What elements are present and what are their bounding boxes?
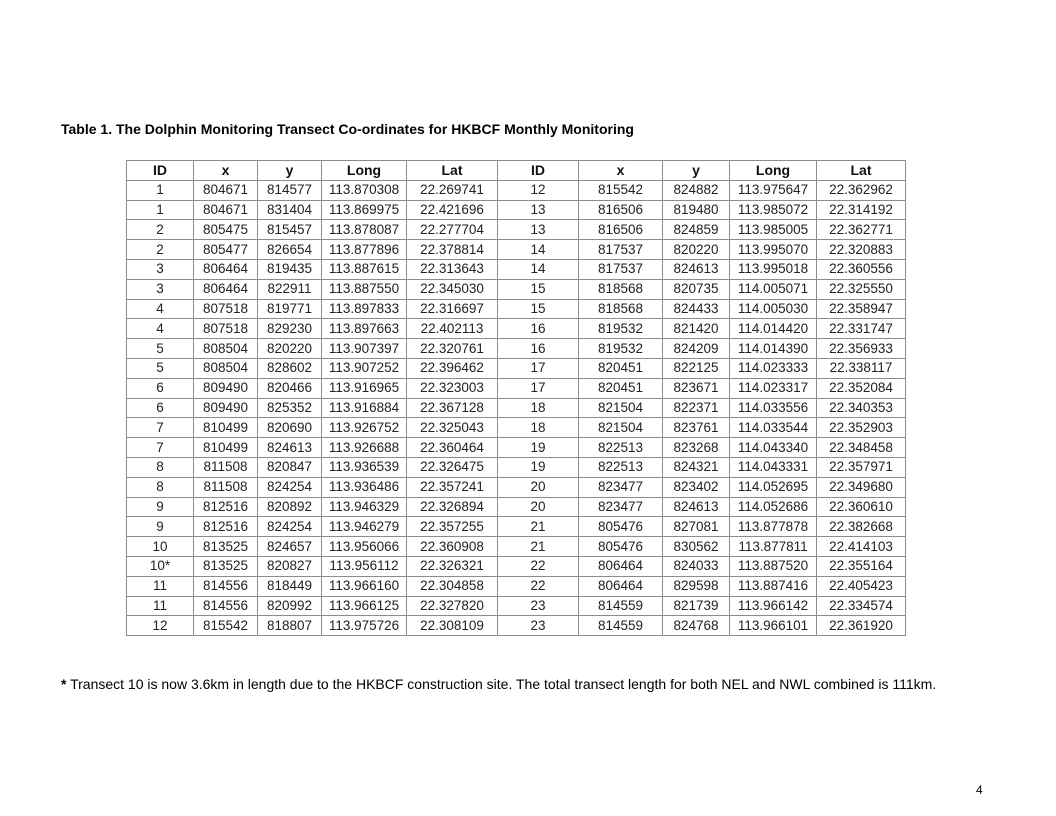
table-cell: 113.887550	[322, 279, 407, 299]
table-cell: 22.355164	[817, 556, 906, 576]
table-cell: 113.887615	[322, 259, 407, 279]
page-number: 4	[976, 783, 983, 797]
table-cell: 824882	[663, 180, 730, 200]
table-cell: 22.352084	[817, 378, 906, 398]
table-cell: 827081	[663, 517, 730, 537]
table-cell: 113.956066	[322, 537, 407, 557]
table-row	[127, 299, 906, 319]
table-cell: 828602	[258, 358, 322, 378]
table-cell: 4	[127, 319, 194, 339]
table-row	[127, 319, 906, 339]
table-cell: 14	[498, 259, 579, 279]
table-cell: 113.897663	[322, 319, 407, 339]
table-cell: 804671	[194, 200, 258, 220]
table-cell: 113.995070	[730, 240, 817, 260]
table-cell: 7	[127, 438, 194, 458]
table-cell: 113.877896	[322, 240, 407, 260]
table-cell: 22.348458	[817, 438, 906, 458]
table-cell: 814556	[194, 576, 258, 596]
table-cell: 807518	[194, 299, 258, 319]
table-cell: 19	[498, 457, 579, 477]
table-cell: 824613	[258, 438, 322, 458]
table-cell: 819771	[258, 299, 322, 319]
table-cell: 19	[498, 438, 579, 458]
table-cell: 22.320883	[817, 240, 906, 260]
table-cell: 113.985072	[730, 200, 817, 220]
table-cell: 15	[498, 279, 579, 299]
table-cell: 820827	[258, 556, 322, 576]
table-cell: 818568	[579, 299, 663, 319]
table-cell: 818807	[258, 616, 322, 636]
table-cell: 22.362771	[817, 220, 906, 240]
table-cell: 114.033544	[730, 418, 817, 438]
table-cell: 818449	[258, 576, 322, 596]
column-header: Long	[730, 161, 817, 181]
table-cell: 808504	[194, 339, 258, 359]
footnote	[61, 676, 936, 692]
table-cell: 6	[127, 398, 194, 418]
table-row	[127, 418, 906, 438]
table-row	[127, 180, 906, 200]
table-cell: 22.352903	[817, 418, 906, 438]
table-cell: 823761	[663, 418, 730, 438]
table-cell: 3	[127, 279, 194, 299]
table-cell: 22.323003	[407, 378, 498, 398]
table-cell: 22	[498, 576, 579, 596]
table-cell: 22.356933	[817, 339, 906, 359]
table-cell: 11	[127, 576, 194, 596]
table-cell: 3	[127, 259, 194, 279]
table-cell: 820220	[663, 240, 730, 260]
table-cell: 824613	[663, 497, 730, 517]
table-cell: 829598	[663, 576, 730, 596]
column-header: Long	[322, 161, 407, 181]
table-cell: 819435	[258, 259, 322, 279]
table-cell: 815542	[579, 180, 663, 200]
table-row	[127, 477, 906, 497]
table-cell: 823402	[663, 477, 730, 497]
table-cell: 820451	[579, 358, 663, 378]
table-cell: 22.325550	[817, 279, 906, 299]
table-cell: 113.926688	[322, 438, 407, 458]
table-cell: 810499	[194, 438, 258, 458]
table-cell: 22.334574	[817, 596, 906, 616]
table-cell: 822125	[663, 358, 730, 378]
table-cell: 113.936539	[322, 457, 407, 477]
table-cell: 805476	[579, 517, 663, 537]
table-cell: 113.870308	[322, 180, 407, 200]
table-cell: 113.926752	[322, 418, 407, 438]
table-cell: 814559	[579, 616, 663, 636]
table-cell: 22.313643	[407, 259, 498, 279]
table-cell: 113.946329	[322, 497, 407, 517]
table-cell: 22.331747	[817, 319, 906, 339]
table-cell: 2	[127, 240, 194, 260]
table-cell: 9	[127, 497, 194, 517]
table-cell: 14	[498, 240, 579, 260]
table-cell: 12	[127, 616, 194, 636]
table-cell: 814556	[194, 596, 258, 616]
column-header: y	[258, 161, 322, 181]
transect-coordinates-table	[126, 160, 906, 636]
table-row	[127, 616, 906, 636]
table-cell: 815457	[258, 220, 322, 240]
table-cell: 113.916965	[322, 378, 407, 398]
table-cell: 113.946279	[322, 517, 407, 537]
table-cell: 817537	[579, 240, 663, 260]
table-cell: 820992	[258, 596, 322, 616]
footnote-marker: *	[61, 676, 67, 692]
table-cell: 22.414103	[817, 537, 906, 557]
table-cell: 812516	[194, 517, 258, 537]
table-cell: 8	[127, 457, 194, 477]
table-cell: 819480	[663, 200, 730, 220]
table-cell: 113.869975	[322, 200, 407, 220]
table-cell: 22.358947	[817, 299, 906, 319]
table-row	[127, 497, 906, 517]
table-cell: 824657	[258, 537, 322, 557]
table-cell: 804671	[194, 180, 258, 200]
table-cell: 113.916884	[322, 398, 407, 418]
table-cell: 818568	[579, 279, 663, 299]
table-row	[127, 398, 906, 418]
table-row	[127, 240, 906, 260]
table-cell: 16	[498, 319, 579, 339]
table-cell: 814577	[258, 180, 322, 200]
table-cell: 22	[498, 556, 579, 576]
table-cell: 22.360464	[407, 438, 498, 458]
table-cell: 22.357241	[407, 477, 498, 497]
table-cell: 821504	[579, 398, 663, 418]
table-cell: 806464	[579, 556, 663, 576]
table-cell: 22.360610	[817, 497, 906, 517]
table-cell: 22.308109	[407, 616, 498, 636]
table-row	[127, 378, 906, 398]
table-row	[127, 438, 906, 458]
table-cell: 13	[498, 200, 579, 220]
table-cell: 22.361920	[817, 616, 906, 636]
table-cell: 9	[127, 517, 194, 537]
table-cell: 824613	[663, 259, 730, 279]
table-cell: 6	[127, 378, 194, 398]
table-cell: 113.907397	[322, 339, 407, 359]
table-cell: 11	[127, 596, 194, 616]
table-cell: 114.014390	[730, 339, 817, 359]
table-cell: 113.966160	[322, 576, 407, 596]
footnote-text: Transect 10 is now 3.6km in length due to the HKBCF construction site. The total transect length for both NEL and NWL combined is 111km.	[66, 676, 937, 692]
table-row	[127, 339, 906, 359]
table-cell: 114.052686	[730, 497, 817, 517]
table-cell: 22.320761	[407, 339, 498, 359]
column-header: Lat	[817, 161, 906, 181]
table-cell: 17	[498, 378, 579, 398]
table-cell: 22.362962	[817, 180, 906, 200]
table-cell: 825352	[258, 398, 322, 418]
table-cell: 16	[498, 339, 579, 359]
table-cell: 15	[498, 299, 579, 319]
table-cell: 22.360908	[407, 537, 498, 557]
table-cell: 22.405423	[817, 576, 906, 596]
table-cell: 823671	[663, 378, 730, 398]
table-cell: 824254	[258, 477, 322, 497]
table-cell: 13	[498, 220, 579, 240]
table-row	[127, 457, 906, 477]
table-cell: 816506	[579, 200, 663, 220]
table-cell: 10	[127, 537, 194, 557]
table-cell: 22.367128	[407, 398, 498, 418]
column-header: y	[663, 161, 730, 181]
table-cell: 820466	[258, 378, 322, 398]
table-cell: 1	[127, 200, 194, 220]
table-cell: 815542	[194, 616, 258, 636]
table-cell: 805477	[194, 240, 258, 260]
table-cell: 821420	[663, 319, 730, 339]
table-cell: 114.043331	[730, 457, 817, 477]
table-cell: 820847	[258, 457, 322, 477]
table-cell: 113.887416	[730, 576, 817, 596]
table-cell: 829230	[258, 319, 322, 339]
table-cell: 22.357971	[817, 457, 906, 477]
table-cell: 22.378814	[407, 240, 498, 260]
table-cell: 806464	[194, 259, 258, 279]
table-cell: 22.382668	[817, 517, 906, 537]
table-cell: 22.314192	[817, 200, 906, 220]
table-cell: 114.023333	[730, 358, 817, 378]
table-cell: 22.357255	[407, 517, 498, 537]
table-cell: 113.877811	[730, 537, 817, 557]
table-cell: 22.327820	[407, 596, 498, 616]
table-body	[127, 180, 906, 635]
table-cell: 824768	[663, 616, 730, 636]
table-cell: 808504	[194, 358, 258, 378]
table-cell: 822371	[663, 398, 730, 418]
table-cell: 820892	[258, 497, 322, 517]
table-cell: 20	[498, 477, 579, 497]
table-cell: 823268	[663, 438, 730, 458]
table-cell: 2	[127, 220, 194, 240]
table-cell: 114.005030	[730, 299, 817, 319]
table-row	[127, 358, 906, 378]
table-cell: 23	[498, 616, 579, 636]
table-row	[127, 200, 906, 220]
table-cell: 807518	[194, 319, 258, 339]
table-cell: 22.326321	[407, 556, 498, 576]
table-cell: 21	[498, 517, 579, 537]
table-cell: 831404	[258, 200, 322, 220]
table-cell: 812516	[194, 497, 258, 517]
column-header: ID	[498, 161, 579, 181]
table-cell: 22.345030	[407, 279, 498, 299]
table-cell: 22.325043	[407, 418, 498, 438]
table-caption: Table 1. The Dolphin Monitoring Transect Co-ordinates for HKBCF Monthly Monitoring	[61, 121, 634, 137]
table-cell: 805475	[194, 220, 258, 240]
table-cell: 113.877878	[730, 517, 817, 537]
table-cell: 822513	[579, 457, 663, 477]
table-cell: 830562	[663, 537, 730, 557]
table-cell: 821739	[663, 596, 730, 616]
table-cell: 824209	[663, 339, 730, 359]
table-row	[127, 279, 906, 299]
table-cell: 22.326894	[407, 497, 498, 517]
table-cell: 114.043340	[730, 438, 817, 458]
table-cell: 811508	[194, 477, 258, 497]
table-cell: 22.421696	[407, 200, 498, 220]
table-row	[127, 220, 906, 240]
table-cell: 113.897833	[322, 299, 407, 319]
table-cell: 824254	[258, 517, 322, 537]
table-cell: 1	[127, 180, 194, 200]
table-cell: 810499	[194, 418, 258, 438]
table-cell: 113.956112	[322, 556, 407, 576]
table-cell: 22.360556	[817, 259, 906, 279]
table-cell: 811508	[194, 457, 258, 477]
table-row	[127, 517, 906, 537]
table-cell: 113.878087	[322, 220, 407, 240]
table-cell: 820735	[663, 279, 730, 299]
table-cell: 820220	[258, 339, 322, 359]
table-cell: 816506	[579, 220, 663, 240]
table-cell: 809490	[194, 398, 258, 418]
table-cell: 113.966101	[730, 616, 817, 636]
table-header-row	[127, 161, 906, 181]
table-cell: 114.014420	[730, 319, 817, 339]
table-cell: 22.269741	[407, 180, 498, 200]
table-row	[127, 596, 906, 616]
table-cell: 5	[127, 358, 194, 378]
table-cell: 113.966142	[730, 596, 817, 616]
table-cell: 113.966125	[322, 596, 407, 616]
table-cell: 20	[498, 497, 579, 517]
table-cell: 813525	[194, 556, 258, 576]
table-cell: 113.907252	[322, 358, 407, 378]
column-header: Lat	[407, 161, 498, 181]
table-cell: 806464	[194, 279, 258, 299]
table-cell: 805476	[579, 537, 663, 557]
table-row	[127, 259, 906, 279]
table-cell: 824321	[663, 457, 730, 477]
table-cell: 114.033556	[730, 398, 817, 418]
table-cell: 22.340353	[817, 398, 906, 418]
table-cell: 824033	[663, 556, 730, 576]
table-cell: 22.326475	[407, 457, 498, 477]
table-cell: 113.985005	[730, 220, 817, 240]
table-cell: 114.023317	[730, 378, 817, 398]
table-cell: 18	[498, 418, 579, 438]
table-cell: 23	[498, 596, 579, 616]
table-cell: 22.277704	[407, 220, 498, 240]
table-cell: 22.304858	[407, 576, 498, 596]
table-cell: 824859	[663, 220, 730, 240]
column-header: x	[579, 161, 663, 181]
table-cell: 18	[498, 398, 579, 418]
table-cell: 21	[498, 537, 579, 557]
table-cell: 113.887520	[730, 556, 817, 576]
table-cell: 113.995018	[730, 259, 817, 279]
table-cell: 7	[127, 418, 194, 438]
table-cell: 8	[127, 477, 194, 497]
table-cell: 113.975726	[322, 616, 407, 636]
table-cell: 822513	[579, 438, 663, 458]
table-cell: 806464	[579, 576, 663, 596]
column-header: ID	[127, 161, 194, 181]
table-cell: 22.396462	[407, 358, 498, 378]
table-cell: 114.052695	[730, 477, 817, 497]
table-cell: 22.402113	[407, 319, 498, 339]
table-cell: 813525	[194, 537, 258, 557]
table-cell: 4	[127, 299, 194, 319]
table-cell: 17	[498, 358, 579, 378]
table-cell: 822911	[258, 279, 322, 299]
table-cell: 22.349680	[817, 477, 906, 497]
table-cell: 22.338117	[817, 358, 906, 378]
table-cell: 819532	[579, 339, 663, 359]
table-cell: 809490	[194, 378, 258, 398]
table-cell: 820451	[579, 378, 663, 398]
table-cell: 819532	[579, 319, 663, 339]
table-cell: 823477	[579, 477, 663, 497]
table-cell: 22.316697	[407, 299, 498, 319]
table-cell: 824433	[663, 299, 730, 319]
table-cell: 820690	[258, 418, 322, 438]
table-cell: 821504	[579, 418, 663, 438]
table-cell: 12	[498, 180, 579, 200]
table-row	[127, 556, 906, 576]
table-cell: 113.975647	[730, 180, 817, 200]
column-header: x	[194, 161, 258, 181]
table-row	[127, 576, 906, 596]
table-cell: 114.005071	[730, 279, 817, 299]
table-cell: 823477	[579, 497, 663, 517]
table-cell: 10*	[127, 556, 194, 576]
table-cell: 817537	[579, 259, 663, 279]
table-cell: 814559	[579, 596, 663, 616]
table-row	[127, 537, 906, 557]
table-cell: 5	[127, 339, 194, 359]
table-cell: 113.936486	[322, 477, 407, 497]
table-cell: 826654	[258, 240, 322, 260]
